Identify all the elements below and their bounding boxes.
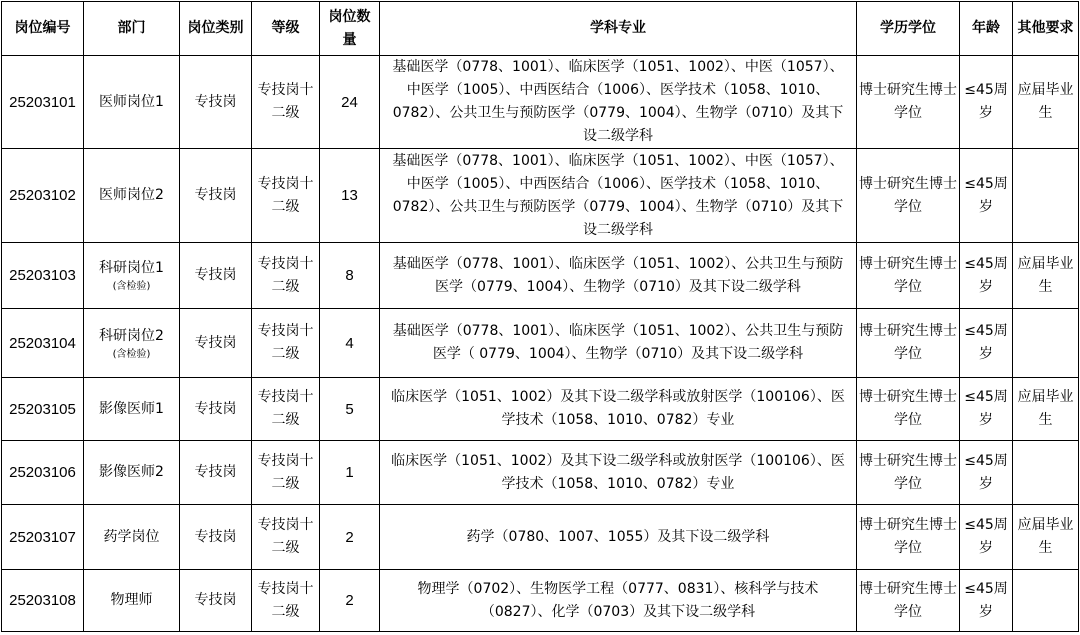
dept-cell — [84, 505, 180, 570]
dept-name: 影像医师2 — [99, 464, 164, 480]
count-cell: 2 — [320, 570, 380, 632]
dept-note: (含检验) — [112, 281, 151, 292]
degree-cell: 博士研究生博士学位 — [857, 149, 960, 243]
category-cell: 专技岗 — [180, 441, 252, 505]
category-cell: 专技岗 — [180, 505, 252, 570]
degree-cell: 博士研究生博士学位 — [857, 505, 960, 570]
header-row — [2, 2, 1079, 56]
header-age: 年龄 — [960, 2, 1013, 56]
major-cell: 临床医学（1051、1002）及其下设二级学科或放射医学（100106）、医学技术（1058、1010、0782）专业 — [380, 378, 857, 441]
count-cell: 24 — [320, 56, 380, 149]
other-cell: 应届毕业生 — [1013, 505, 1079, 570]
position-code: 25203103 — [2, 243, 84, 309]
level-cell: 专技岗十二级 — [252, 505, 320, 570]
major-cell: 药学（0780、1007、1055）及其下设二级学科 — [380, 505, 857, 570]
degree-cell: 博士研究生博士学位 — [857, 441, 960, 505]
table-row — [2, 378, 1079, 441]
dept-name: 医师岗位2 — [99, 187, 164, 203]
level-cell: 专技岗十二级 — [252, 149, 320, 243]
dept-name: 科研岗位1 — [99, 260, 164, 276]
dept-cell — [84, 243, 180, 309]
header-category: 岗位类别 — [180, 2, 252, 56]
dept-name: 影像医师1 — [99, 400, 164, 417]
dept-cell — [84, 378, 180, 441]
other-cell — [1013, 149, 1079, 243]
age-cell: ≤45周岁 — [960, 570, 1013, 632]
position-code: 25203104 — [2, 309, 84, 378]
header-code: 岗位编号 — [2, 2, 84, 56]
count-cell: 13 — [320, 149, 380, 243]
age-cell: ≤45周岁 — [960, 505, 1013, 570]
position-code: 25203101 — [2, 56, 84, 149]
level-cell: 专技岗十二级 — [252, 56, 320, 149]
age-cell: ≤45周岁 — [960, 309, 1013, 378]
degree-cell: 博士研究生博士学位 — [857, 378, 960, 441]
level-cell: 专技岗十二级 — [252, 243, 320, 309]
degree-cell: 博士研究生博士学位 — [857, 56, 960, 149]
dept-cell — [84, 570, 180, 632]
dept-note: (含检验) — [112, 348, 151, 360]
header-level: 等级 — [252, 2, 320, 56]
table-row — [2, 56, 1079, 149]
age-cell: ≤45周岁 — [960, 441, 1013, 505]
dept-name: 科研岗位2 — [99, 327, 164, 344]
recruitment-table — [1, 1, 1079, 632]
header-dept: 部门 — [84, 2, 180, 56]
position-code: 25203105 — [2, 378, 84, 441]
recruitment-table-wrapper — [1, 1, 1079, 632]
table-row — [2, 505, 1079, 570]
table-row — [2, 309, 1079, 378]
count-cell: 4 — [320, 309, 380, 378]
dept-name: 物理师 — [110, 592, 153, 608]
dept-cell — [84, 309, 180, 378]
category-cell: 专技岗 — [180, 149, 252, 243]
level-cell: 专技岗十二级 — [252, 309, 320, 378]
degree-cell: 博士研究生博士学位 — [857, 570, 960, 632]
table-row — [2, 441, 1079, 505]
level-cell: 专技岗十二级 — [252, 570, 320, 632]
level-cell: 专技岗十二级 — [252, 378, 320, 441]
category-cell: 专技岗 — [180, 570, 252, 632]
position-code: 25203107 — [2, 505, 84, 570]
position-code: 25203106 — [2, 441, 84, 505]
degree-cell: 博士研究生博士学位 — [857, 243, 960, 309]
header-other: 其他要求 — [1013, 2, 1079, 56]
table-row — [2, 149, 1079, 243]
other-cell — [1013, 441, 1079, 505]
category-cell: 专技岗 — [180, 309, 252, 378]
dept-name: 药学岗位 — [103, 528, 160, 545]
major-cell: 物理学（0702）、生物医学工程（0777、0831）、核科学与技术（0827）、化学（0703）及其下设二级学科 — [380, 570, 857, 632]
count-cell: 1 — [320, 441, 380, 505]
header-count: 岗位数量 — [320, 2, 380, 56]
level-cell: 专技岗十二级 — [252, 441, 320, 505]
table-row — [2, 570, 1079, 632]
major-cell: 基础医学（0778、1001）、临床医学（1051、1002）、公共卫生与预防医学（ 0779、1004）、生物学（0710）及其下设二级学科 — [380, 309, 857, 378]
age-cell: ≤45周岁 — [960, 378, 1013, 441]
position-code: 25203102 — [2, 149, 84, 243]
count-cell: 2 — [320, 505, 380, 570]
other-cell — [1013, 570, 1079, 632]
count-cell: 8 — [320, 243, 380, 309]
age-cell: ≤45周岁 — [960, 243, 1013, 309]
dept-cell — [84, 149, 180, 243]
age-cell: ≤45周岁 — [960, 56, 1013, 149]
dept-cell — [84, 441, 180, 505]
header-degree: 学历学位 — [857, 2, 960, 56]
major-cell: 基础医学（0778、1001）、临床医学（1051、1002）、中医（1057）、中医学（1005）、中西医结合（1006）、医学技术（1058、1010、0782）、公共卫生与预防医学（0779、1004）、生物学（0710）及其下设二级学科 — [380, 56, 857, 149]
header-major: 学科专业 — [380, 2, 857, 56]
degree-cell: 博士研究生博士学位 — [857, 309, 960, 378]
category-cell: 专技岗 — [180, 243, 252, 309]
age-cell: ≤45周岁 — [960, 149, 1013, 243]
position-code: 25203108 — [2, 570, 84, 632]
other-cell: 应届毕业生 — [1013, 243, 1079, 309]
category-cell: 专技岗 — [180, 56, 252, 149]
other-cell: 应届毕业生 — [1013, 378, 1079, 441]
table-row — [2, 243, 1079, 309]
count-cell: 5 — [320, 378, 380, 441]
dept-cell — [84, 56, 180, 149]
major-cell: 基础医学（0778、1001）、临床医学（1051、1002）、公共卫生与预防医学（0779、1004）、生物学（0710）及其下设二级学科 — [380, 243, 857, 309]
category-cell: 专技岗 — [180, 378, 252, 441]
major-cell: 基础医学（0778、1001）、临床医学（1051、1002）、中医（1057）、中医学（1005）、中西医结合（1006）、医学技术（1058、1010、0782）、公共卫生与预防医学（0779、1004）、生物学（0710）及其下设二级学科 — [380, 149, 857, 243]
other-cell: 应届毕业生 — [1013, 56, 1079, 149]
dept-name: 医师岗位1 — [99, 93, 164, 110]
other-cell — [1013, 309, 1079, 378]
major-cell: 临床医学（1051、1002）及其下设二级学科或放射医学（100106）、医学技术（1058、1010、0782）专业 — [380, 441, 857, 505]
